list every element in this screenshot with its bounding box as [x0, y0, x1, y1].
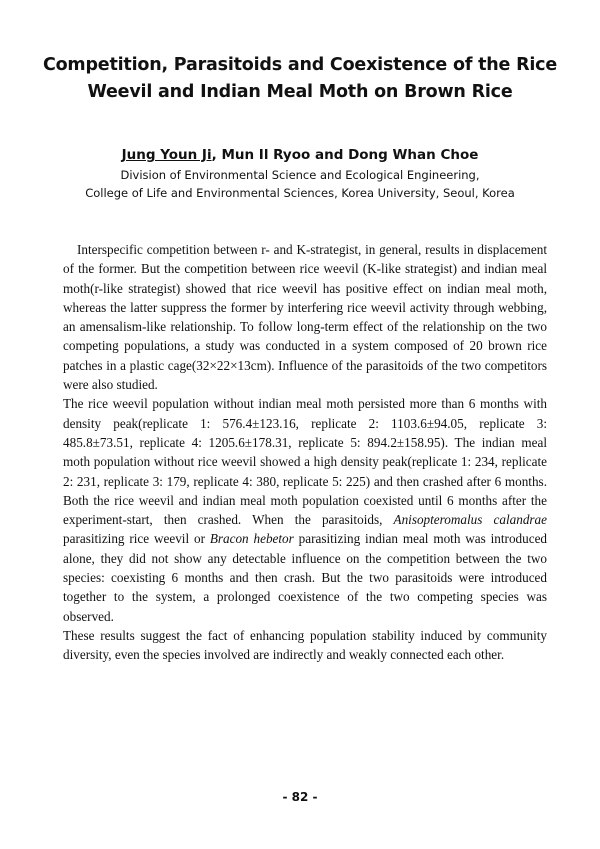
author-list — [40, 145, 560, 165]
abstract-body — [63, 240, 547, 665]
presenting-author: Jung Youn Ji — [121, 147, 212, 163]
affiliation-line-1: Division of Environmental Science and Ecological Engineering, — [120, 168, 480, 182]
abstract-paragraph-2 — [63, 394, 547, 626]
species-name-anisopteromalus: Anisopteromalus calandrae — [393, 512, 548, 528]
title-line-2: Weevil and Indian Meal Moth on Brown Rice — [87, 82, 513, 102]
paragraph-2-end: parasitizing indian meal moth was introduced alone, they did not show any detectable influence on the competition between the two species: coexisting 6 months and then crash. But the two parasitoids were introduced together to the system, a prolonged coexistence of the two competing species was observed. — [63, 531, 548, 624]
species-name-bracon: Bracon hebetor — [209, 531, 294, 547]
affiliation-line-2: College of Life and Environmental Sciences, Korea University, Seoul, Korea — [85, 186, 515, 200]
paper-title — [40, 52, 560, 106]
paragraph-2-middle: parasitizing rice weevil or — [63, 531, 205, 547]
author-separator: , — [211, 147, 222, 163]
affiliation — [40, 166, 560, 202]
page-number: - 82 - — [282, 790, 318, 804]
co-authors: Mun Il Ryoo and Dong Whan Choe — [221, 147, 479, 163]
abstract-paragraph-1: Interspecific competition between r- and K-strategist, in general, results in displacement of the former. But the competition between rice weevil (K-like strategist) and indian meal moth(r-like strategist) showed that rice weevil has positive effect on indian meal moth, whereas the latter suppress the former by interfering rice weevil activity through webbing, an amensalism-like relationship. To follow long-term effect of the relationship on the two competing populations, a study was conducted in a system composed of 20 brown rice patches in a plastic cage(32×22×13cm). Influence of the parasitoids of the two competitors were also studied. — [63, 242, 547, 393]
paragraph-2-start: The rice weevil population without indian meal moth persisted more than 6 months with density peak(replicate 1: 576.4±123.16, replicate 2: 1103.6±94.05, replicate 3: 485.8±73.51, replicate 4: 1205.6±178.31, replicate 5: 894.2±158.95). The indian meal moth population without rice weevil showed a high density peak(replicate 1: 234, replicate 2: 231, replicate 3: 179, replicate 4: 380, replicate 5: 225) and then crashed after 6 months. Both the rice weevil and indian meal moth population coexisted until 6 months after the experiment-start, then crashed. When the parasitoids, — [63, 396, 547, 528]
abstract-paragraph-3: These results suggest the fact of enhancing population stability induced by community diversity, even the species involved are indirectly and weakly connected each other. — [63, 627, 547, 663]
title-line-1: Competition, Parasitoids and Coexistence of the Rice — [42, 55, 558, 75]
